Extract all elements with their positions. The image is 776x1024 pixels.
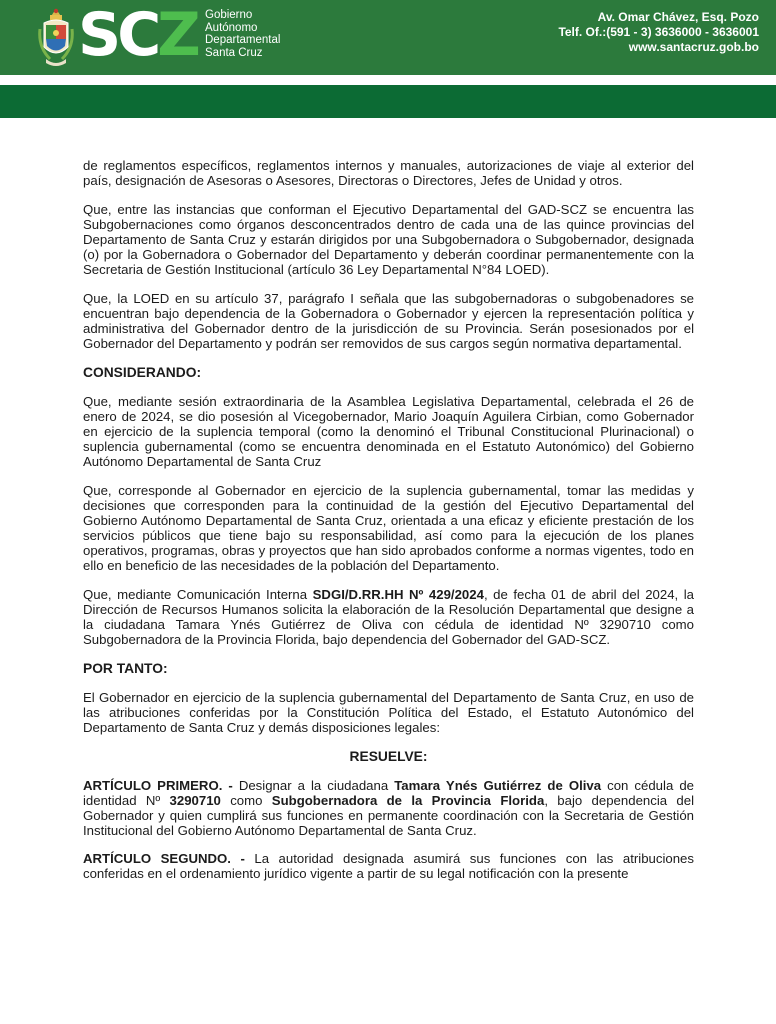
heading-por-tanto: POR TANTO: [83, 661, 168, 676]
contact-info [558, 10, 759, 55]
heading-considerando: CONSIDERANDO: [83, 365, 202, 380]
paragraph-reglamentos: de reglamentos específicos, reglamentos internos y manuales, autorizaciones de viaje al exterior del país, designación de Asesoras o Asesores, Directoras o Directores, Jefes de Unidad y otros. [83, 158, 694, 188]
article-segundo [83, 851, 694, 881]
paragraph-loed-articulo-37: Que, la LOED en su artículo 37, parágrafo I señala que las subgobernadoras o subgobenadores se encuentran bajo dependencia de la Gobernadora o Gobernador y ejercen la representación política y administrativa del Gobernador dentro de la jurisdicción de su Provincia. Serán posesionados por el Gobernador del Departamento y podrán ser removidos de sus cargos según normativa departamental. [83, 291, 694, 351]
gov-line-1: Gobierno [205, 9, 253, 21]
gov-line-4: Santa Cruz [205, 46, 263, 59]
logo-letter-s: S [78, 0, 118, 70]
heading-resuelve: RESUELVE: [349, 749, 428, 764]
contact-phone: Telf. Of.:(591 - 3) 3636000 - 3636001 [558, 25, 759, 39]
document-body [83, 158, 694, 895]
letterhead [0, 0, 776, 75]
contact-address: Av. Omar Chávez, Esq. Pozo [597, 10, 759, 24]
header-divider [0, 75, 776, 85]
designee-ci: 3290710 [169, 793, 221, 808]
text-segment: Que, mediante Comunicación Interna [83, 587, 313, 602]
paragraph-comunicacion-interna [83, 587, 694, 647]
logo-letter-c: C [117, 0, 158, 70]
contact-website: www.santacruz.gob.bo [628, 40, 759, 54]
paragraph-sesion-extraordinaria: Que, mediante sesión extraordinaria de la Asamblea Legislativa Departamental, celebrada el 26 de enero de 2024, se dio posesión al Vicegobernador, Mario Joaquín Aguilera Cirbian, como Gobernador en ejercicio de la suplencia temporal (como la denominó el Tribunal Constitucional Plurinacional) o suplencia gubernamental (como se encuentra denominada en el Estatuto Autonómico) del Gobierno Autónomo Departamental de Santa Cruz [83, 394, 694, 469]
paragraph-suplencia: Que, corresponde al Gobernador en ejercicio de la suplencia gubernamental, tomar las medidas y decisiones que corresponden para la continuidad de la gestión del Ejecutivo Departamental del Gobierno Autónomo Departamental de Santa Cruz, orientada a una eficaz y eficiente prestación de los servicios públicos que tiene bajo su responsabilidad, así como para la ejecución de los planes operativos, programas, obras y proyectos que han sido aprobados conforme a normas vigentes, todo en ello en beneficio de las necesidades de la población del Departamento. [83, 483, 694, 573]
article-primero-label: ARTÍCULO PRIMERO. - [83, 778, 233, 793]
logo-letter-z: Z [157, 0, 197, 70]
text-segment: , bajo dependencia del Gobernador y quien cumplirá sus funciones en permanente coordinación con la Secretaria de Gestión Institucional del Gobierno Autónomo Departamental de Santa Cruz. [83, 793, 695, 838]
text-segment: como [220, 793, 272, 808]
gov-line-3: Departamental [205, 34, 281, 46]
government-name [205, 9, 280, 59]
gov-line-2: Autónomo [205, 21, 258, 34]
paragraph-subgobernaciones: Que, entre las instancias que conforman el Ejecutivo Departamental del GAD-SCZ se encuentra las Subgobernaciones como órganos desconcentrados dentro de cada una de las quince provincias del Departamento de Santa Cruz y estarán dirigidos por una Subgobernadora o Subgobernador, designada (o) por la Gobernadora o Gobernador del Departamento y deberán coordinar permanentemente con la Secretaria de Gestión Institucional (artículo 36 Ley Departamental N°84 LOED). [83, 202, 694, 277]
text-segment: La autoridad designada asumirá sus funciones con las atribuciones conferidas en el ordenamiento jurídico vigente a partir de su legal notificación con la presente [83, 851, 694, 881]
scz-logo [78, 0, 197, 70]
article-segundo-label: ARTÍCULO SEGUNDO. - [83, 851, 245, 866]
memo-reference: SDGI/D.RR.HH Nº 429/2024 [312, 587, 484, 602]
text-segment: Designar a la ciudadana [232, 778, 395, 793]
coat-of-arms-icon [38, 3, 74, 69]
designee-name: Tamara Ynés Gutiérrez de Oliva [394, 778, 602, 793]
header-green-bar [0, 85, 776, 118]
paragraph-gobernador-atribuciones: El Gobernador en ejercicio de la suplencia gubernamental del Departamento de Santa Cruz, en uso de las atribuciones conferidas por la Constitución Política del Estado, el Estatuto Autonómico del Departamento de Santa Cruz y demás disposiciones legales: [83, 690, 694, 735]
text-segment: , de fecha 01 de abril del 2024, la Dirección de Recursos Humanos solicita la elaboración de la Resolución Departamental que designe a la ciudadana Tamara Ynés Gutiérrez de Oliva con cédula de identidad Nº 3290710 como Subgobernadora de la Provincia Florida, bajo dependencia del Gobernador del GAD-SCZ. [83, 587, 694, 647]
article-primero [83, 778, 694, 838]
designee-post: Subgobernadora de la Provincia Florida [271, 793, 545, 808]
text-segment: con cédula de identidad Nº [83, 778, 694, 808]
